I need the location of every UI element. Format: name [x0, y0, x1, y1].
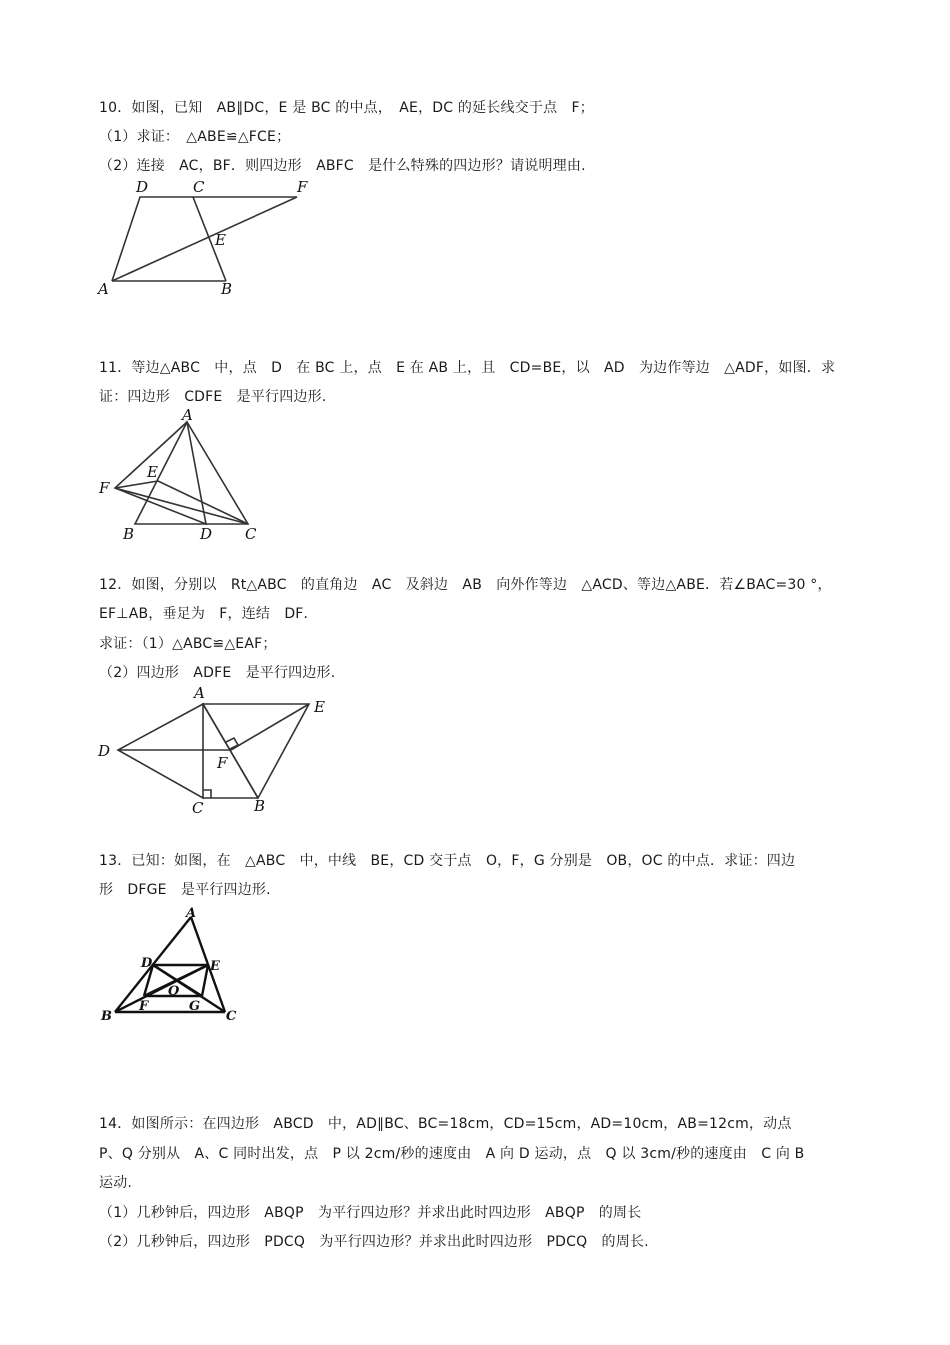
fig11-label-D: D: [200, 525, 213, 543]
figure-problem-12: [90, 682, 340, 817]
problem-10-line-2: （1）求证： △ABE≌△FCE；: [99, 129, 291, 145]
fig13-label-F: F: [139, 999, 149, 1014]
fig11-label-C: C: [245, 525, 257, 543]
problem-14-line-1: 14．如图所示：在四边形 ABCD 中，AD∥BC、BC=18cm，CD=15cm，AD=10cm，AB=12cm，动点: [99, 1116, 792, 1132]
fig12-label-D: D: [98, 742, 111, 760]
fig11-label-F: F: [99, 479, 110, 497]
fig12-label-F: F: [217, 754, 228, 772]
problem-11-line-1: 11．等边△ABC 中，点 D 在 BC 上，点 E 在 AB 上，且 CD=BE，以 AD 为边作等边 △ADF，如图．求: [99, 360, 836, 376]
fig11-label-B: B: [123, 525, 135, 543]
fig10-label-E: E: [215, 231, 226, 249]
fig11-label-A: A: [182, 406, 193, 424]
fig12-label-E: E: [314, 698, 325, 716]
fig10-label-D: D: [136, 178, 149, 196]
fig12-triangle-ACD: [118, 704, 203, 798]
problem-14-line-3: 运动.: [99, 1175, 133, 1191]
problem-14-line-2: P、Q 分别从 A、C 同时出发，点 P 以 2cm/秒的速度由 A 向 D 运动，点 Q 以 3cm/秒的速度由 C 向 B: [99, 1146, 805, 1162]
problem-12-line-2: EF⊥AB，垂足为 F，连结 DF．: [99, 606, 318, 622]
fig13-label-E: E: [210, 959, 220, 974]
figure-problem-10: [90, 175, 330, 305]
fig13-label-O: O: [168, 984, 180, 999]
fig13-label-A: A: [186, 906, 197, 921]
fig13-line-EG: [202, 965, 208, 996]
problem-13-line-1: 13．已知：如图，在 △ABC 中，中线 BE，CD 交于点 O，F，G 分别是 OB，OC 的中点．求证：四边: [99, 853, 796, 869]
figure-problem-11: [90, 408, 270, 543]
fig13-label-D: D: [141, 956, 153, 971]
problem-12-line-3: 求证：（1）△ABC≌△EAF；: [99, 636, 277, 652]
fig10-line-AF: [112, 197, 297, 281]
problem-10-line-1: 10．如图，已知 AB∥DC，E 是 BC 的中点， AE，DC 的延长线交于点 F；: [99, 100, 594, 116]
fig13-label-C: C: [226, 1009, 237, 1024]
problem-14-line-4: （1）几秒钟后，四边形 ABQP 为平行四边形？并求出此时四边形 ABQP 的周长: [99, 1205, 642, 1221]
fig13-label-B: B: [101, 1009, 112, 1024]
fig10-label-C: C: [193, 178, 205, 196]
problem-10-line-3: （2）连接 AC，BF．则四边形 ABFC 是什么特殊的四边形？请说明理由.: [99, 158, 586, 174]
fig10-label-B: B: [221, 280, 233, 298]
fig11-line-FC: [115, 488, 248, 524]
problem-14-line-5: （2）几秒钟后，四边形 PDCQ 为平行四边形？并求出此时四边形 PDCQ 的周长.: [99, 1234, 649, 1250]
problem-13-line-2: 形 DFGE 是平行四边形.: [99, 882, 271, 898]
problem-12-line-1: 12．如图，分别以 Rt△ABC 的直角边 AC 及斜边 AB 向外作等边 △ACD、等边△ABE．若∠BAC=30 °，: [99, 577, 832, 593]
fig12-right-angle-C: [203, 790, 211, 798]
fig10-label-A: A: [98, 280, 109, 298]
figure-problem-13: [95, 905, 245, 1025]
fig12-line-AB: [203, 704, 258, 798]
problem-12-line-4: （2）四边形 ADFE 是平行四边形.: [99, 665, 336, 681]
fig13-label-G: G: [189, 999, 201, 1014]
fig12-label-A: A: [194, 684, 205, 702]
fig11-label-E: E: [147, 463, 158, 481]
fig12-triangle-ABE: [203, 704, 309, 798]
fig12-label-C: C: [192, 799, 204, 817]
fig12-label-B: B: [254, 797, 266, 815]
fig10-label-F: F: [297, 178, 308, 196]
problem-11-line-2: 证：四边形 CDFE 是平行四边形.: [99, 389, 327, 405]
